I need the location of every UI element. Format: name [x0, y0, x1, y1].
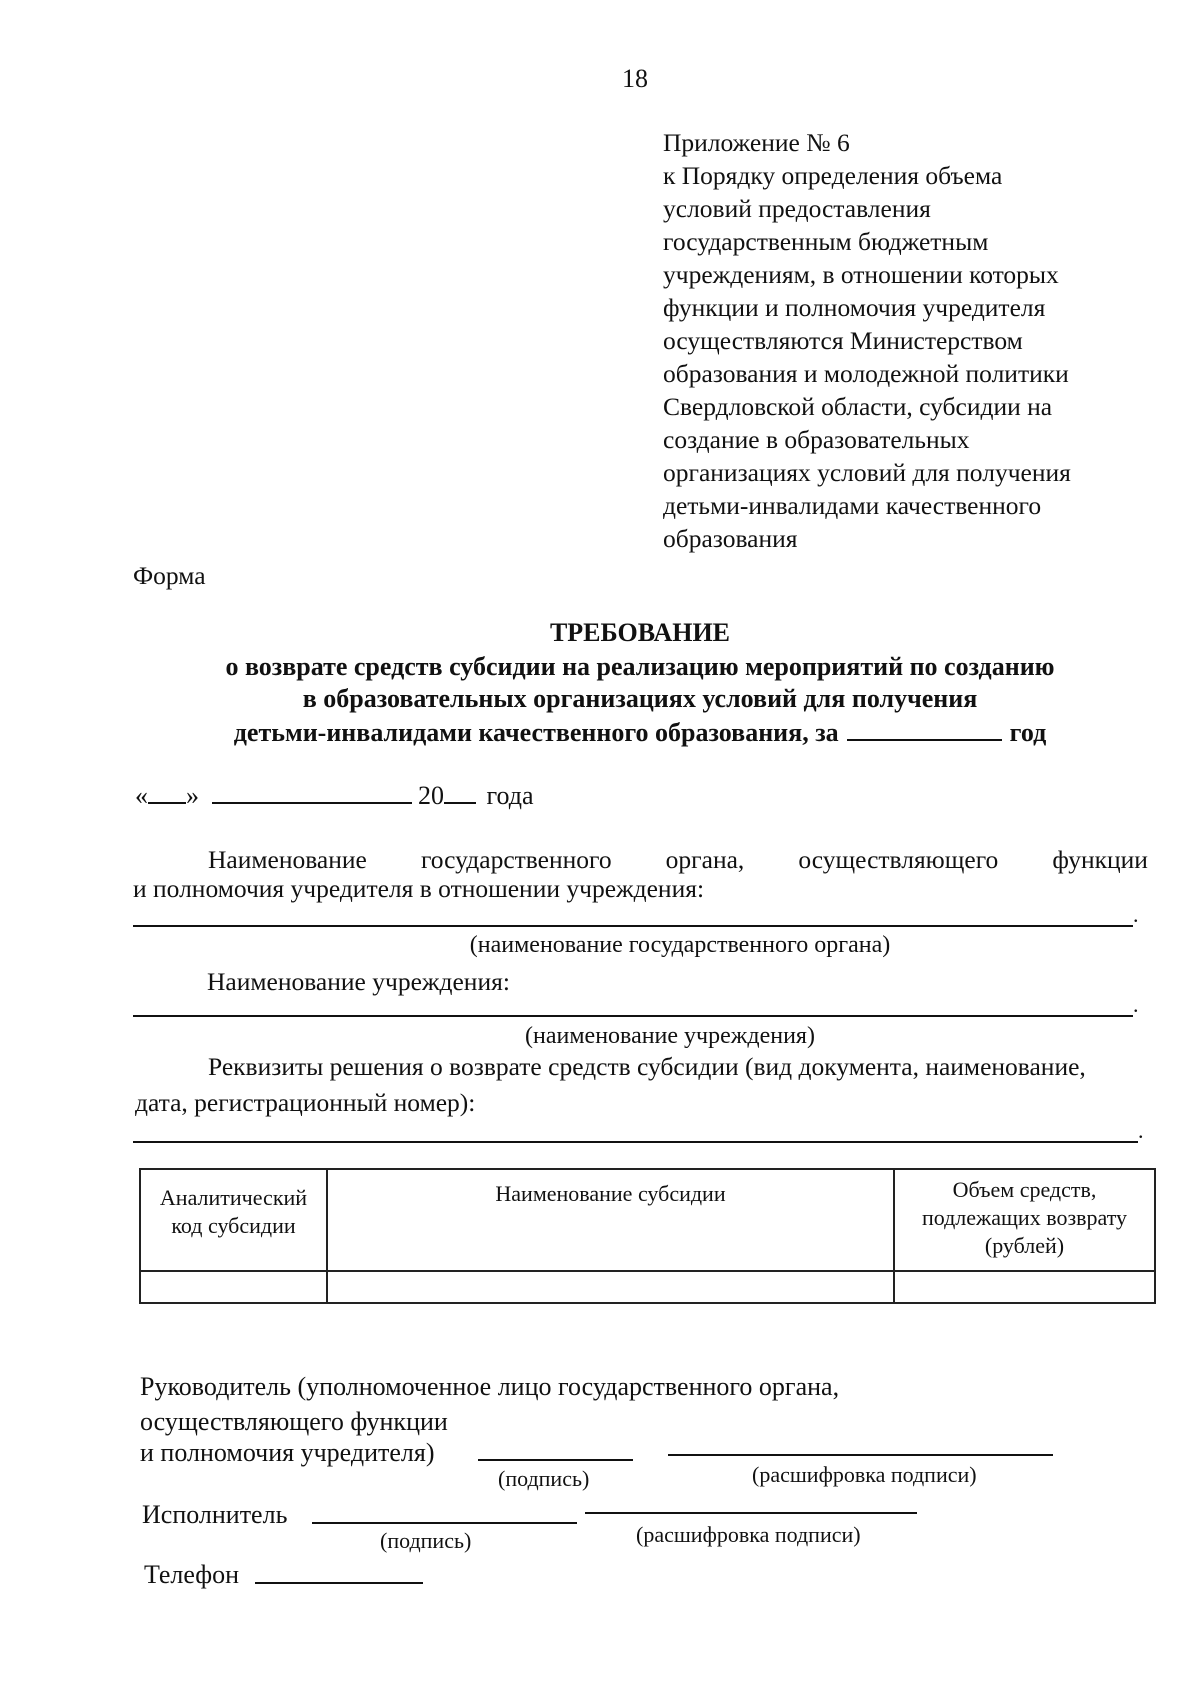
appendix-line: создание в образовательных: [663, 425, 970, 454]
appendix-line: детьми-инвалидами качественного: [663, 491, 1042, 520]
phone-field[interactable]: [255, 1582, 423, 1584]
title-subline: о возврате средств субсидии на реализацию мероприятий по созданию: [225, 652, 1055, 681]
appendix-block: [663, 126, 1183, 555]
table-header-cell: Наименование субсидии: [327, 1169, 894, 1271]
table-row: [140, 1271, 1155, 1303]
day-blank-field[interactable]: [148, 780, 186, 804]
year-digits-blank-field[interactable]: [444, 780, 476, 804]
table-header-cell: Аналитический код субсидии: [140, 1169, 327, 1271]
executor-decode-caption: (расшифровка подписи): [636, 1522, 861, 1547]
executor-label: Исполнитель: [142, 1500, 288, 1529]
organ-word: осуществляющего: [798, 845, 999, 874]
institution-name-field[interactable]: [133, 1015, 1133, 1017]
year-blank-field[interactable]: [847, 717, 1002, 741]
organ-word: Наименование: [208, 845, 367, 874]
organ-word: органа,: [665, 845, 745, 874]
executor-signature-caption: (подпись): [380, 1528, 472, 1553]
phone-label: Телефон: [144, 1560, 240, 1589]
head-label-line3: и полномочия учредителя): [140, 1438, 435, 1467]
organ-word: функции: [1052, 845, 1148, 874]
organ-label-line2: и полномочия учредителя в отношении учреждения:: [133, 874, 705, 903]
appendix-line: Свердловской области, субсидии на: [663, 392, 1053, 421]
decision-details-field[interactable]: [133, 1141, 1138, 1143]
head-signature-field[interactable]: [478, 1459, 633, 1461]
close-quote: »: [186, 781, 199, 810]
appendix-line: учреждениям, в отношении которых: [663, 260, 1059, 289]
table-cell[interactable]: [140, 1271, 327, 1303]
decision-label-line2: дата, регистрационный номер):: [135, 1088, 476, 1117]
organ-field-caption: (наименование государственного органа): [469, 932, 891, 958]
institution-label: Наименование учреждения:: [207, 967, 510, 996]
appendix-line: Приложение № 6: [663, 128, 850, 157]
head-label-line2: осуществляющего функции: [140, 1407, 448, 1436]
month-blank-field[interactable]: [212, 780, 412, 804]
head-decode-field[interactable]: [668, 1454, 1053, 1456]
organ-field-period: .: [1133, 902, 1139, 927]
head-decode-caption: (расшифровка подписи): [752, 1462, 977, 1487]
table-cell[interactable]: [327, 1271, 894, 1303]
table-header-row: [140, 1169, 1155, 1271]
form-label: Форма: [133, 561, 206, 590]
head-signature-caption: (подпись): [498, 1466, 590, 1491]
year-suffix: года: [486, 781, 534, 810]
year-prefix: 20: [418, 781, 444, 810]
institution-field-period: .: [1133, 992, 1139, 1017]
appendix-line: государственным бюджетным: [663, 227, 989, 256]
appendix-line: образования и молодежной политики: [663, 359, 1069, 388]
appendix-line: организациях условий для получения: [663, 458, 1071, 487]
title-subline-with-year: [120, 716, 1160, 749]
appendix-line: образования: [663, 524, 798, 553]
appendix-line: осуществляются Министерством: [663, 326, 1023, 355]
head-label-line1: Руководитель (уполномоченное лицо государственного органа,: [140, 1372, 840, 1401]
executor-signature-field[interactable]: [312, 1522, 577, 1524]
title-line4-end: год: [1009, 718, 1047, 747]
decision-label-line1: Реквизиты решения о возврате средств субсидии (вид документа, наименование,: [208, 1052, 1086, 1081]
appendix-line: к Порядку определения объема: [663, 161, 1003, 190]
subsidy-table: [139, 1168, 1156, 1304]
open-quote: «: [135, 781, 148, 810]
title-line4-text: детьми-инвалидами качественного образования, за: [233, 718, 839, 747]
appendix-line: функции и полномочия учредителя: [663, 293, 1046, 322]
table-header-cell: Объем средств, подлежащих возврату (рублей): [894, 1169, 1155, 1271]
table-cell[interactable]: [894, 1271, 1155, 1303]
decision-field-period: .: [1138, 1118, 1144, 1143]
executor-decode-field[interactable]: [585, 1512, 917, 1514]
organ-word: государственного: [420, 845, 612, 874]
title-subline: в образовательных организациях условий для получения: [302, 684, 978, 713]
organ-name-field[interactable]: [133, 925, 1133, 927]
date-line: [135, 780, 534, 811]
page-number: 18: [622, 64, 648, 93]
institution-field-caption: (наименование учреждения): [525, 1023, 815, 1049]
document-title: ТРЕБОВАНИЕ: [549, 618, 731, 647]
appendix-line: условий предоставления: [663, 194, 931, 223]
